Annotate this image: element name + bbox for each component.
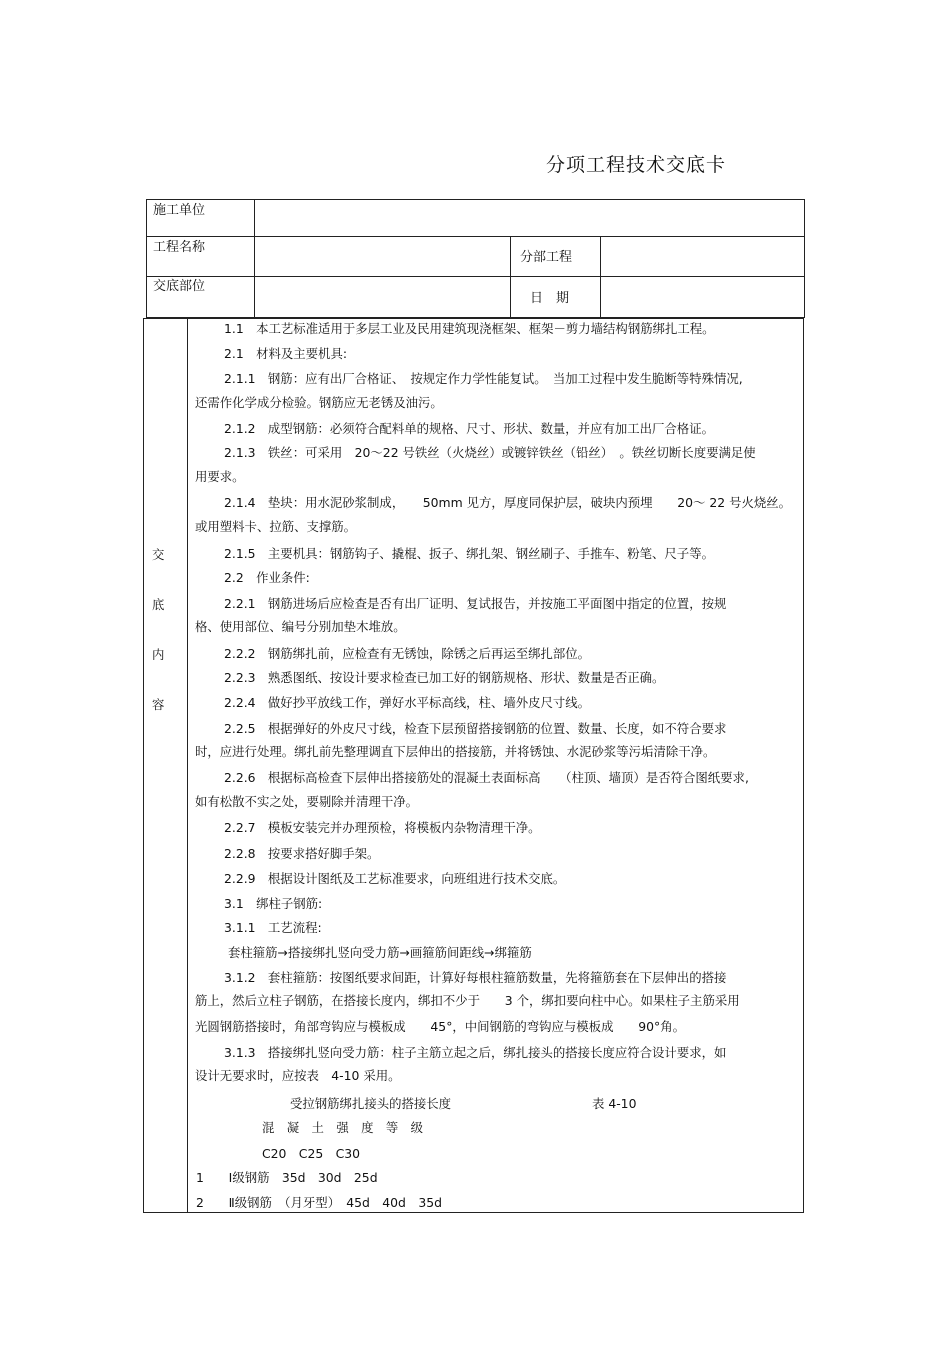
content-line: 2.2.7 模板安装完并办理预检，将模板内杂物清理干净。 (224, 820, 541, 835)
unit-label: 施工单位 (153, 203, 206, 218)
content-line: 筋上，然后立柱子钢筋，在搭接长度内，绑扣不少于 3 个，绑扣要向柱中心。如果柱子主筋采用 (195, 993, 740, 1008)
content-line: 时，应进行处理。绑扎前先整理调直下层伸出的搭接筋，并将锈蚀、水泥砂浆等污垢清除干净。 (195, 744, 716, 759)
table-caption: 受拉钢筋绑扎接头的搭接长度 (290, 1096, 452, 1111)
content-line: 2.1 材料及主要机具: (224, 346, 348, 361)
side-label-char: 内 (152, 647, 165, 662)
table-grades: C20 C25 C30 (262, 1146, 361, 1161)
project-label: 工程名称 (153, 240, 206, 255)
date-label: 日 期 (530, 291, 570, 306)
content-line: 设计无要求时，应按表 4-10 采用。 (195, 1068, 401, 1083)
content-line: 3.1 绑柱子钢筋: (224, 896, 323, 911)
side-label-char: 容 (152, 697, 165, 712)
content-line: 光圆钢筋搭接时，角部弯钩应与模板成 45°，中间钢筋的弯钩应与模板成 90°角。 (195, 1019, 685, 1034)
content-line: 格、使用部位、编号分别加垫木堆放。 (195, 619, 406, 634)
content-line: 2.2.2 钢筋绑扎前，应检查有无锈蚀，除锈之后再运至绑扎部位。 (224, 646, 591, 661)
table-header: 混 凝 土 强 度 等 级 (262, 1120, 424, 1135)
content-line: 2.1.1 钢筋：应有出厂合格证、 按规定作力学性能复试。 当加工过程中发生脆断等特殊情况, (224, 371, 743, 386)
header-col-divider (510, 236, 511, 318)
content-line: 2.1.3 铁丝：可采用 20～22 号铁丝（火烧丝）或镀锌铁丝（铅丝） 。铁丝切断长度要满足使 (224, 445, 756, 460)
content-line: 2.1.2 成型钢筋：必须符合配料单的规格、尺寸、形状、数量，并应有加工出厂合格证。 (224, 421, 714, 436)
content-line: 还需作化学成分检验。钢筋应无老锈及油污。 (195, 395, 443, 410)
table-row: 2 Ⅱ级钢筋 （月牙型） 45d 40d 35d (196, 1195, 442, 1210)
table-row: 1 Ⅰ级钢筋 35d 30d 25d (196, 1170, 378, 1185)
content-line: 或用塑料卡、拉筋、支撑筋。 (195, 519, 357, 534)
side-label-char: 交 (152, 547, 165, 562)
content-line: 2.1.4 垫块：用水泥砂浆制成， 50mm 见方，厚度同保护层，破块内预埋 20～ 22 号火烧丝。 (224, 495, 792, 510)
page-title: 分项工程技术交底卡 (546, 154, 727, 176)
content-line: 2.1.5 主要机具：钢筋钩子、撬棍、扳子、绑扎架、钢丝刷子、手推车、粉笔、尺子等。 (224, 546, 714, 561)
content-line: 用要求。 (195, 469, 245, 484)
content-line: 3.1.2 套柱箍筋：按图纸要求间距，计算好每根柱箍筋数量，先将箍筋套在下层伸出的搭接 (224, 970, 727, 985)
content-line: 2.2.1 钢筋进场后应检查是否有出厂证明、复试报告，并按施工平面图中指定的位置，按规 (224, 596, 727, 611)
content-line: 3.1.1 工艺流程: (224, 920, 322, 935)
table-number: 表 4-10 (592, 1096, 637, 1111)
content-line: 如有松散不实之处，要剔除并清理干净。 (195, 794, 419, 809)
header-row-divider (146, 236, 805, 237)
content-line: 2.2.9 根据设计图纸及工艺标准要求，向班组进行技术交底。 (224, 871, 566, 886)
part-label: 交底部位 (153, 279, 206, 294)
content-line: 2.2 作业条件: (224, 570, 310, 585)
header-col-divider (254, 199, 255, 318)
content-line: 1.1 本工艺标准适用于多层工业及民用建筑现浇框架、框架－剪力墙结构钢筋绑扎工程。 (224, 321, 715, 336)
content-line: 2.2.4 做好抄平放线工作，弹好水平标高线，柱、墙外皮尺寸线。 (224, 695, 591, 710)
content-col-divider (187, 318, 188, 1213)
header-col-divider (600, 236, 601, 318)
side-label-char: 底 (152, 597, 165, 612)
content-line: 2.2.5 根据弹好的外皮尺寸线，检查下层预留搭接钢筋的位置、数量、长度，如不符合要求 (224, 721, 727, 736)
content-line: 2.2.6 根据标高检查下层伸出搭接筋处的混凝土表面标高 （柱顶、墙顶）是否符合图纸要求, (224, 770, 749, 785)
header-table (146, 199, 805, 318)
content-line: 3.1.3 搭接绑扎竖向受力筋：柱子主筋立起之后，绑扎接头的搭接长度应符合设计要求，如 (224, 1045, 727, 1060)
content-line: 套柱箍筋→搭接绑扎竖向受力筋→画箍筋间距线→绑箍筋 (228, 945, 532, 960)
header-row-divider (146, 276, 805, 277)
sub-project-label: 分部工程 (520, 250, 573, 265)
content-line: 2.2.3 熟悉图纸、按设计要求检查已加工好的钢筋规格、形状、数量是否正确。 (224, 670, 665, 685)
content-line: 2.2.8 按要求搭好脚手架。 (224, 846, 380, 861)
